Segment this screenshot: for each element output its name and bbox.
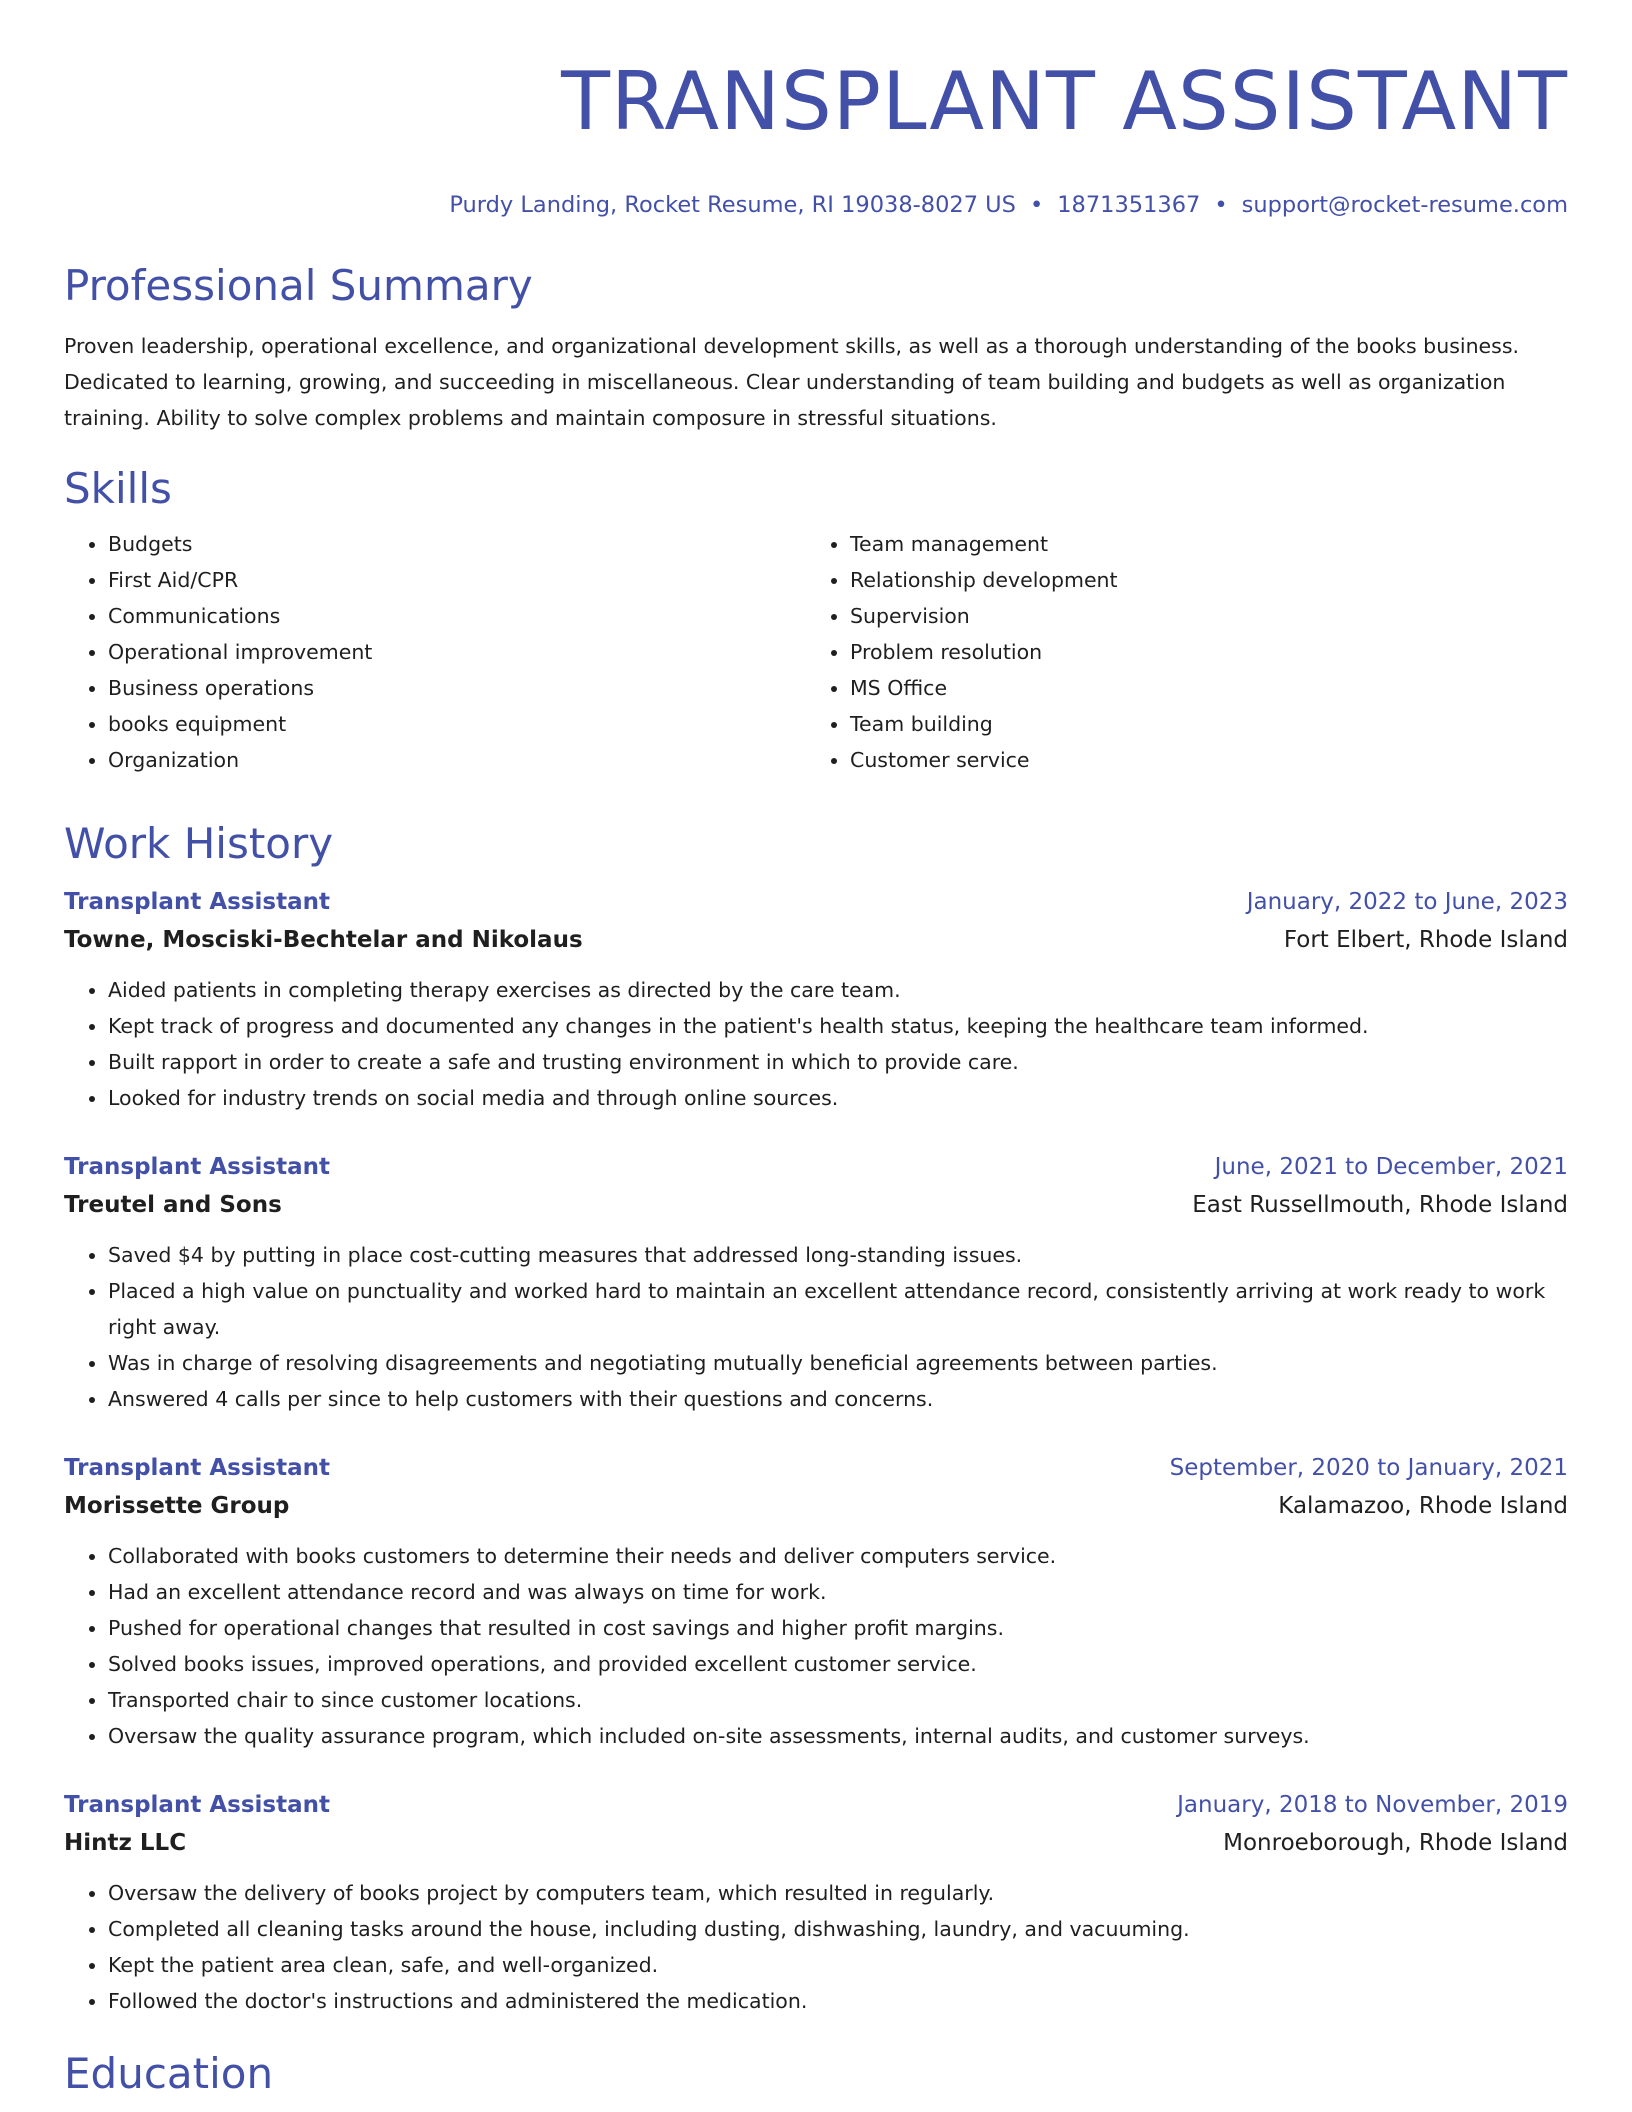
contact-separator: •: [1214, 192, 1228, 218]
skill-item: • Team building: [850, 706, 1548, 742]
job-entry: [64, 1148, 1568, 1417]
job-bullet: • Solved books issues, improved operations, and provided excellent customer service.: [108, 1646, 1568, 1682]
job-bullet: • Kept track of progress and documented any changes in the patient's health status, keeping the healthcare team informed.: [108, 1008, 1568, 1044]
job-dates: September, 2020 to January, 2021: [1169, 1455, 1568, 1481]
job-bullets: [64, 1875, 1568, 2019]
job-bullet: • Answered 4 calls per since to help customers with their questions and concerns.: [108, 1381, 1568, 1417]
job-header: [64, 1148, 1568, 1186]
job-entry: [64, 1449, 1568, 1754]
job-bullet: • Oversaw the quality assurance program, which included on-site assessments, internal audits, and customer surveys.: [108, 1718, 1568, 1754]
job-header: [64, 1786, 1568, 1824]
job-location: Monroeborough, Rhode Island: [1223, 1830, 1568, 1856]
job-entry: [64, 1786, 1568, 2019]
skills-heading: Skills: [64, 464, 172, 513]
job-bullets: [64, 1237, 1568, 1417]
job-location: East Russellmouth, Rhode Island: [1192, 1192, 1568, 1218]
job-header: [64, 883, 1568, 921]
job-company: Hintz LLC: [64, 1830, 187, 1856]
job-title: Transplant Assistant: [64, 1792, 330, 1818]
skill-item: • Communications: [108, 598, 806, 634]
contact-address: Purdy Landing, Rocket Resume, RI 19038-8027 US: [449, 192, 1016, 218]
job-title: Transplant Assistant: [64, 1154, 330, 1180]
job-company: Treutel and Sons: [64, 1192, 282, 1218]
education-heading: Education: [64, 2049, 274, 2098]
summary-heading: Professional Summary: [64, 261, 533, 310]
summary-text: Proven leadership, operational excellence, and organizational development skills, as well as a thorough understanding of the books business. Dedicated to learning, growing, and succeeding in miscellaneous. Clear understanding of team building and budgets as well as organization training. Ability to solve complex problems and maintain composure in stressful situations.: [64, 334, 1520, 430]
skill-item: • First Aid/CPR: [108, 562, 806, 598]
skill-item: • Customer service: [850, 742, 1548, 778]
skills-column-left: [64, 526, 806, 778]
job-subheader: [64, 1487, 1568, 1525]
contact-separator: •: [1029, 192, 1044, 218]
skill-item: • Organization: [108, 742, 806, 778]
resume-page: [64, 0, 1568, 2099]
job-bullet: • Collaborated with books customers to determine their needs and deliver computers service.: [108, 1538, 1568, 1574]
job-subheader: [64, 1186, 1568, 1224]
job-title: Transplant Assistant: [64, 1455, 330, 1481]
job-dates: January, 2022 to June, 2023: [1246, 889, 1568, 915]
job-bullet: • Kept the patient area clean, safe, and well-organized.: [108, 1947, 1568, 1983]
job-bullet: • Transported chair to since customer locations.: [108, 1682, 1568, 1718]
resume-name: TRANSPLANT ASSISTANT: [561, 55, 1568, 148]
job-company: Towne, Mosciski-Bechtelar and Nikolaus: [64, 927, 583, 953]
skill-item: • Supervision: [850, 598, 1548, 634]
job-bullet: • Built rapport in order to create a safe and trusting environment in which to provide care.: [108, 1044, 1568, 1080]
job-location: Kalamazoo, Rhode Island: [1278, 1493, 1568, 1519]
skill-item: • Team management: [850, 526, 1548, 562]
job-bullet: • Oversaw the delivery of books project by computers team, which resulted in regularly.: [108, 1875, 1568, 1911]
skill-item: • Relationship development: [850, 562, 1548, 598]
contact-phone: 1871351367: [1057, 192, 1201, 218]
job-subheader: [64, 921, 1568, 959]
skill-item: • MS Office: [850, 670, 1548, 706]
skills-list: [64, 526, 1568, 778]
job-location: Fort Elbert, Rhode Island: [1283, 927, 1568, 953]
job-title: Transplant Assistant: [64, 889, 330, 915]
job-bullet: • Had an excellent attendance record and was always on time for work.: [108, 1574, 1568, 1610]
job-dates: June, 2021 to December, 2021: [1214, 1154, 1568, 1180]
skill-item: • books equipment: [108, 706, 806, 742]
job-bullet: • Completed all cleaning tasks around the house, including dusting, dishwashing, laundry, and vacuuming.: [108, 1911, 1568, 1947]
skill-item: • Operational improvement: [108, 634, 806, 670]
skills-column-right: [806, 526, 1548, 778]
job-bullet: • Pushed for operational changes that resulted in cost savings and higher profit margins.: [108, 1610, 1568, 1646]
skill-item: • Budgets: [108, 526, 806, 562]
job-bullet: • Aided patients in completing therapy exercises as directed by the care team.: [108, 972, 1568, 1008]
job-subheader: [64, 1824, 1568, 1862]
job-company: Morissette Group: [64, 1493, 290, 1519]
job-bullet: • Saved $4 by putting in place cost-cutting measures that addressed long-standing issues.: [108, 1237, 1568, 1273]
job-bullet: • Was in charge of resolving disagreements and negotiating mutually beneficial agreements between parties.: [108, 1345, 1568, 1381]
skill-item: • Business operations: [108, 670, 806, 706]
contact-email: support@rocket-resume.com: [1241, 192, 1568, 218]
job-bullets: [64, 972, 1568, 1116]
work-history-heading: Work History: [64, 819, 334, 868]
job-bullet: • Looked for industry trends on social media and through online sources.: [108, 1080, 1568, 1116]
job-bullets: [64, 1538, 1568, 1754]
job-bullet: • Placed a high value on punctuality and worked hard to maintain an excellent attendance record, consistently arriving at work ready to work right away.: [108, 1273, 1568, 1345]
contact-line: [64, 190, 1568, 220]
job-entry: [64, 883, 1568, 1116]
job-bullet: • Followed the doctor's instructions and administered the medication.: [108, 1983, 1568, 2019]
job-header: [64, 1449, 1568, 1487]
job-dates: January, 2018 to November, 2019: [1177, 1792, 1568, 1818]
skill-item: • Problem resolution: [850, 634, 1548, 670]
